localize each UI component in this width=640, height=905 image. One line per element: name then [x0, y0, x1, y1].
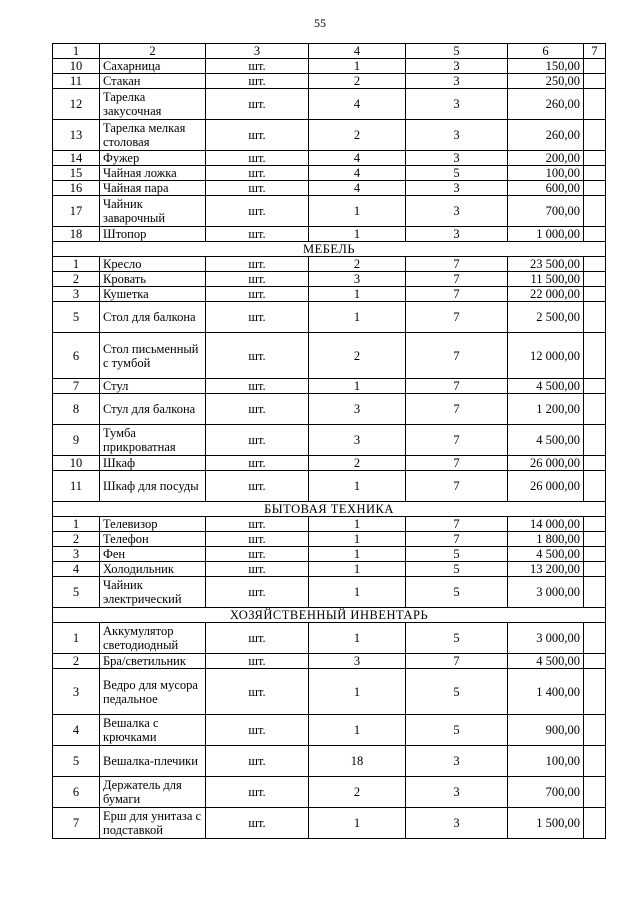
item-quantity: 1 [309, 562, 406, 577]
table-row [53, 746, 606, 777]
column-header: 2 [100, 44, 206, 59]
item-name: Тарелка мелкая столовая [100, 120, 206, 151]
item-quantity: 18 [309, 746, 406, 777]
table-row [53, 394, 606, 425]
item-note [584, 181, 606, 196]
row-number: 1 [53, 623, 100, 654]
table-row [53, 287, 606, 302]
table-row [53, 227, 606, 242]
item-service-years: 5 [406, 715, 508, 746]
item-name: Чайная пара [100, 181, 206, 196]
item-price: 4 500,00 [508, 654, 584, 669]
row-number: 2 [53, 532, 100, 547]
item-service-years: 5 [406, 669, 508, 715]
item-note [584, 394, 606, 425]
item-price: 23 500,00 [508, 257, 584, 272]
item-quantity: 1 [309, 547, 406, 562]
row-number: 4 [53, 562, 100, 577]
item-unit: шт. [206, 471, 309, 502]
item-note [584, 227, 606, 242]
item-name: Шкаф [100, 456, 206, 471]
item-name: Телевизор [100, 517, 206, 532]
item-price: 4 500,00 [508, 547, 584, 562]
item-name: Фен [100, 547, 206, 562]
item-quantity: 1 [309, 227, 406, 242]
item-unit: шт. [206, 456, 309, 471]
item-note [584, 456, 606, 471]
column-header: 6 [508, 44, 584, 59]
row-number: 16 [53, 181, 100, 196]
item-note [584, 654, 606, 669]
item-unit: шт. [206, 333, 309, 379]
item-price: 26 000,00 [508, 456, 584, 471]
item-unit: шт. [206, 257, 309, 272]
item-price: 260,00 [508, 120, 584, 151]
item-service-years: 5 [406, 562, 508, 577]
section-title: ХОЗЯЙСТВЕННЫЙ ИНВЕНТАРЬ [53, 608, 606, 623]
table-row [53, 181, 606, 196]
table-row [53, 623, 606, 654]
table-row [53, 669, 606, 715]
item-service-years: 7 [406, 333, 508, 379]
column-header: 7 [584, 44, 606, 59]
item-unit: шт. [206, 379, 309, 394]
item-service-years: 3 [406, 74, 508, 89]
item-name: Чайник электрический [100, 577, 206, 608]
item-price: 600,00 [508, 181, 584, 196]
item-price: 150,00 [508, 59, 584, 74]
row-number: 1 [53, 257, 100, 272]
item-service-years: 5 [406, 623, 508, 654]
item-quantity: 3 [309, 654, 406, 669]
item-unit: шт. [206, 120, 309, 151]
item-service-years: 3 [406, 227, 508, 242]
item-name: Чайник заварочный [100, 196, 206, 227]
item-name: Фужер [100, 151, 206, 166]
row-number: 10 [53, 456, 100, 471]
row-number: 5 [53, 746, 100, 777]
item-price: 100,00 [508, 166, 584, 181]
table-row [53, 74, 606, 89]
item-quantity: 4 [309, 181, 406, 196]
table-row [53, 257, 606, 272]
item-quantity: 1 [309, 59, 406, 74]
item-quantity: 1 [309, 196, 406, 227]
item-quantity: 1 [309, 471, 406, 502]
item-quantity: 3 [309, 394, 406, 425]
item-service-years: 3 [406, 808, 508, 839]
row-number: 8 [53, 394, 100, 425]
section-title: МЕБЕЛЬ [53, 242, 606, 257]
item-price: 4 500,00 [508, 425, 584, 456]
item-unit: шт. [206, 654, 309, 669]
column-header: 4 [309, 44, 406, 59]
item-service-years: 7 [406, 471, 508, 502]
item-service-years: 7 [406, 379, 508, 394]
item-service-years: 7 [406, 654, 508, 669]
row-number: 7 [53, 808, 100, 839]
item-note [584, 120, 606, 151]
item-unit: шт. [206, 166, 309, 181]
item-price: 1 000,00 [508, 227, 584, 242]
item-unit: шт. [206, 196, 309, 227]
item-name: Тарелка закусочная [100, 89, 206, 120]
section-header-row [53, 502, 606, 517]
page-number: 55 [314, 16, 326, 30]
table-row [53, 166, 606, 181]
item-note [584, 517, 606, 532]
item-unit: шт. [206, 577, 309, 608]
item-note [584, 166, 606, 181]
item-name: Тумба прикроватная [100, 425, 206, 456]
item-name: Ерш для унитаза с подставкой [100, 808, 206, 839]
item-unit: шт. [206, 227, 309, 242]
item-price: 250,00 [508, 74, 584, 89]
item-unit: шт. [206, 547, 309, 562]
item-name: Вешалка-плечики [100, 746, 206, 777]
row-number: 7 [53, 379, 100, 394]
item-name: Аккумулятор светодиодный [100, 623, 206, 654]
table-row [53, 577, 606, 608]
item-service-years: 3 [406, 59, 508, 74]
item-quantity: 1 [309, 287, 406, 302]
row-number: 13 [53, 120, 100, 151]
column-header: 1 [53, 44, 100, 59]
item-price: 22 000,00 [508, 287, 584, 302]
item-service-years: 7 [406, 517, 508, 532]
item-quantity: 4 [309, 89, 406, 120]
item-unit: шт. [206, 89, 309, 120]
item-quantity: 4 [309, 166, 406, 181]
item-note [584, 333, 606, 379]
item-price: 900,00 [508, 715, 584, 746]
item-price: 1 400,00 [508, 669, 584, 715]
section-header-row [53, 242, 606, 257]
item-note [584, 532, 606, 547]
item-name: Стакан [100, 74, 206, 89]
item-name: Кресло [100, 257, 206, 272]
row-number: 2 [53, 272, 100, 287]
item-price: 200,00 [508, 151, 584, 166]
row-number: 11 [53, 74, 100, 89]
row-number: 3 [53, 669, 100, 715]
item-quantity: 3 [309, 425, 406, 456]
row-number: 2 [53, 654, 100, 669]
item-price: 700,00 [508, 777, 584, 808]
table-row [53, 715, 606, 746]
column-header: 3 [206, 44, 309, 59]
table-row [53, 547, 606, 562]
item-price: 2 500,00 [508, 302, 584, 333]
table-row [53, 120, 606, 151]
row-number: 18 [53, 227, 100, 242]
item-note [584, 59, 606, 74]
item-note [584, 196, 606, 227]
item-price: 13 200,00 [508, 562, 584, 577]
table-row [53, 151, 606, 166]
item-name: Штопор [100, 227, 206, 242]
item-service-years: 3 [406, 777, 508, 808]
item-service-years: 7 [406, 287, 508, 302]
item-name: Стол письменный с тумбой [100, 333, 206, 379]
item-note [584, 272, 606, 287]
table-row [53, 59, 606, 74]
table-row [53, 89, 606, 120]
item-service-years: 5 [406, 577, 508, 608]
item-note [584, 808, 606, 839]
item-unit: шт. [206, 746, 309, 777]
item-note [584, 669, 606, 715]
item-unit: шт. [206, 715, 309, 746]
item-note [584, 425, 606, 456]
item-quantity: 1 [309, 577, 406, 608]
item-service-years: 3 [406, 151, 508, 166]
item-name: Кровать [100, 272, 206, 287]
item-note [584, 74, 606, 89]
item-note [584, 746, 606, 777]
row-number: 12 [53, 89, 100, 120]
row-number: 4 [53, 715, 100, 746]
row-number: 6 [53, 333, 100, 379]
item-price: 1 500,00 [508, 808, 584, 839]
item-note [584, 287, 606, 302]
item-service-years: 3 [406, 196, 508, 227]
item-unit: шт. [206, 623, 309, 654]
column-header: 5 [406, 44, 508, 59]
table-row [53, 302, 606, 333]
table-row [53, 196, 606, 227]
item-name: Холодильник [100, 562, 206, 577]
item-service-years: 3 [406, 89, 508, 120]
row-number: 17 [53, 196, 100, 227]
item-name: Кушетка [100, 287, 206, 302]
item-unit: шт. [206, 777, 309, 808]
item-price: 12 000,00 [508, 333, 584, 379]
item-unit: шт. [206, 74, 309, 89]
item-price: 1 200,00 [508, 394, 584, 425]
item-quantity: 2 [309, 333, 406, 379]
item-name: Ведро для мусора педальное [100, 669, 206, 715]
item-note [584, 471, 606, 502]
item-unit: шт. [206, 272, 309, 287]
row-number: 5 [53, 577, 100, 608]
row-number: 3 [53, 547, 100, 562]
item-quantity: 4 [309, 151, 406, 166]
item-unit: шт. [206, 425, 309, 456]
item-name: Бра/светильник [100, 654, 206, 669]
item-price: 14 000,00 [508, 517, 584, 532]
item-service-years: 3 [406, 181, 508, 196]
item-note [584, 89, 606, 120]
item-unit: шт. [206, 151, 309, 166]
row-number: 10 [53, 59, 100, 74]
item-quantity: 1 [309, 715, 406, 746]
item-service-years: 3 [406, 746, 508, 777]
item-service-years: 5 [406, 166, 508, 181]
item-name: Держатель для бумаги [100, 777, 206, 808]
item-quantity: 1 [309, 302, 406, 333]
section-header-row [53, 608, 606, 623]
item-name: Сахарница [100, 59, 206, 74]
item-price: 260,00 [508, 89, 584, 120]
item-quantity: 3 [309, 272, 406, 287]
item-quantity: 2 [309, 456, 406, 471]
item-unit: шт. [206, 808, 309, 839]
item-price: 100,00 [508, 746, 584, 777]
item-price: 4 500,00 [508, 379, 584, 394]
item-unit: шт. [206, 562, 309, 577]
item-note [584, 562, 606, 577]
item-service-years: 7 [406, 302, 508, 333]
row-number: 11 [53, 471, 100, 502]
item-unit: шт. [206, 532, 309, 547]
table-row [53, 379, 606, 394]
item-quantity: 1 [309, 379, 406, 394]
table-row [53, 777, 606, 808]
table-row [53, 532, 606, 547]
item-quantity: 1 [309, 517, 406, 532]
item-price: 26 000,00 [508, 471, 584, 502]
row-number: 6 [53, 777, 100, 808]
table-row [53, 333, 606, 379]
item-name: Чайная ложка [100, 166, 206, 181]
item-unit: шт. [206, 59, 309, 74]
table-row [53, 654, 606, 669]
table-row [53, 272, 606, 287]
item-service-years: 3 [406, 120, 508, 151]
table-row [53, 517, 606, 532]
table-row [53, 808, 606, 839]
item-quantity: 1 [309, 623, 406, 654]
inventory-table [52, 43, 606, 839]
item-quantity: 1 [309, 532, 406, 547]
item-service-years: 7 [406, 456, 508, 471]
item-note [584, 547, 606, 562]
row-number: 1 [53, 517, 100, 532]
table-row [53, 471, 606, 502]
item-note [584, 577, 606, 608]
item-quantity: 2 [309, 74, 406, 89]
item-quantity: 2 [309, 777, 406, 808]
item-note [584, 715, 606, 746]
item-unit: шт. [206, 302, 309, 333]
table-header-row [53, 44, 606, 59]
row-number: 9 [53, 425, 100, 456]
item-quantity: 2 [309, 120, 406, 151]
item-service-years: 7 [406, 257, 508, 272]
table-row [53, 562, 606, 577]
item-service-years: 7 [406, 394, 508, 425]
table-row [53, 456, 606, 471]
item-unit: шт. [206, 181, 309, 196]
item-price: 3 000,00 [508, 577, 584, 608]
item-name: Стол для балкона [100, 302, 206, 333]
item-note [584, 777, 606, 808]
item-name: Вешалка с крючками [100, 715, 206, 746]
item-note [584, 257, 606, 272]
item-service-years: 7 [406, 532, 508, 547]
item-service-years: 7 [406, 425, 508, 456]
table-row [53, 425, 606, 456]
inventory-table-body [53, 44, 606, 839]
item-name: Телефон [100, 532, 206, 547]
item-quantity: 1 [309, 808, 406, 839]
item-service-years: 7 [406, 272, 508, 287]
item-unit: шт. [206, 669, 309, 715]
item-unit: шт. [206, 287, 309, 302]
item-price: 11 500,00 [508, 272, 584, 287]
item-name: Стул [100, 379, 206, 394]
item-price: 700,00 [508, 196, 584, 227]
item-quantity: 2 [309, 257, 406, 272]
row-number: 15 [53, 166, 100, 181]
row-number: 5 [53, 302, 100, 333]
row-number: 14 [53, 151, 100, 166]
item-price: 3 000,00 [508, 623, 584, 654]
section-title: БЫТОВАЯ ТЕХНИКА [53, 502, 606, 517]
item-unit: шт. [206, 394, 309, 425]
item-name: Шкаф для посуды [100, 471, 206, 502]
item-service-years: 5 [406, 547, 508, 562]
item-note [584, 379, 606, 394]
item-unit: шт. [206, 517, 309, 532]
item-note [584, 302, 606, 333]
item-quantity: 1 [309, 669, 406, 715]
item-price: 1 800,00 [508, 532, 584, 547]
item-note [584, 623, 606, 654]
row-number: 3 [53, 287, 100, 302]
item-name: Стул для балкона [100, 394, 206, 425]
item-note [584, 151, 606, 166]
